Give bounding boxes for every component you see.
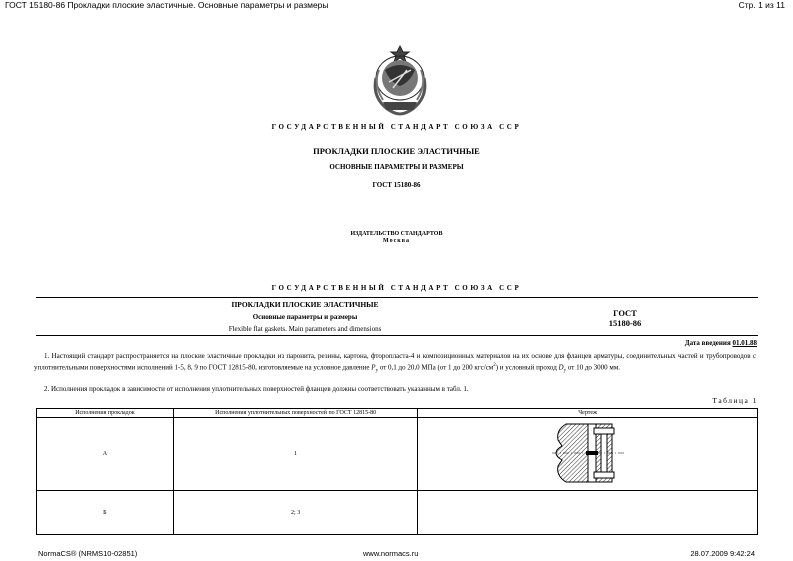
cover-state-standard: ГОСУДАРСТВЕННЫЙ СТАНДАРТ СОЮЗА ССР — [271, 123, 522, 131]
divider-top — [36, 297, 758, 298]
cell-drawing — [418, 418, 758, 491]
cell-gasket: А — [37, 418, 174, 491]
gost-number: 15180-86 — [608, 318, 642, 328]
standard-title-en: Flexible flat gaskets. Main parameters and dimensions — [228, 325, 382, 333]
state-standard: ГОСУДАРСТВЕННЫЙ СТАНДАРТ СОЮЗА ССР — [271, 284, 522, 292]
gost-label: ГОСТ — [613, 308, 637, 318]
cover-gost: ГОСТ 15180-86 — [372, 181, 421, 189]
table-row — [37, 418, 758, 491]
col-header-gasket: Исполнения прокладок — [37, 409, 174, 418]
print-header-page: Стр. 1 из 11 — [738, 0, 785, 10]
cover-title: ПРОКЛАДКИ ПЛОСКИЕ ЭЛАСТИЧНЫЕ — [313, 146, 480, 156]
col-header-surfaces: Исполнения уплотнительных поверхностей по ГОСТ 12815-80 — [173, 409, 418, 418]
divider-bottom — [36, 335, 758, 336]
cover-publisher: ИЗДАТЕЛЬСТВО СТАНДАРТОВ — [350, 231, 443, 237]
cell-surfaces: 2; 3 — [173, 491, 418, 535]
standard-subtitle: Основные параметры и размеры — [252, 313, 358, 321]
intro-date-line — [685, 339, 757, 347]
footer-link[interactable]: www.normacs.ru — [363, 549, 419, 558]
footer-source: NormaCS® (NRMS10-02851) — [38, 549, 138, 558]
cell-gasket: Б — [37, 491, 174, 535]
ussr-emblem-icon — [355, 40, 445, 120]
col-header-drawing: Чертеж — [418, 409, 758, 418]
table-1 — [36, 408, 758, 535]
table-label: Таблица 1 — [712, 396, 758, 405]
cover-subtitle: ОСНОВНЫЕ ПАРАМЕТРЫ И РАЗМЕРЫ — [329, 163, 464, 171]
intro-date: 01.01.88 — [732, 339, 757, 347]
flange-drawing-icon — [548, 422, 628, 484]
standard-title: ПРОКЛАДКИ ПЛОСКИЕ ЭЛАСТИЧНЫЕ — [231, 300, 379, 309]
paragraph-1: 1. Настоящий стандарт распространяется на плоские эластичные прокладки из паронита, резины, картона, фторопласта-4 и композиционных материалов на их основе для фланцев арматуры, соединительных частей и трубопроводов с уплотнительными поверхностями исполнений 1-5, 8, 9 по ГОСТ 12815-80, изготовляемые на условное давление $P_у$ от 0,1 до 20,0 МПа (от 1 до 200 кгс/$см^2$) и условный проход $D_у$ от 10 до 3000 мм. — [34, 352, 756, 374]
intro-date-label: Дата введения — [684, 339, 731, 347]
cell-surfaces: 1 — [173, 418, 418, 491]
cover-city: Москва — [383, 238, 410, 244]
table-row — [37, 491, 758, 535]
footer-timestamp: 28.07.2009 9:42:24 — [690, 549, 755, 558]
table-header-row — [37, 409, 758, 418]
paragraph-2: 2. Исполнения прокладок в зависимости от исполнения уплотнительных поверхностей фланцев должны соответствовать указанным в табл. 1. — [44, 385, 469, 393]
print-header-title: ГОСТ 15180-86 Прокладки плоские эластичные. Основные параметры и размеры — [5, 0, 329, 10]
cell-drawing — [418, 491, 758, 535]
